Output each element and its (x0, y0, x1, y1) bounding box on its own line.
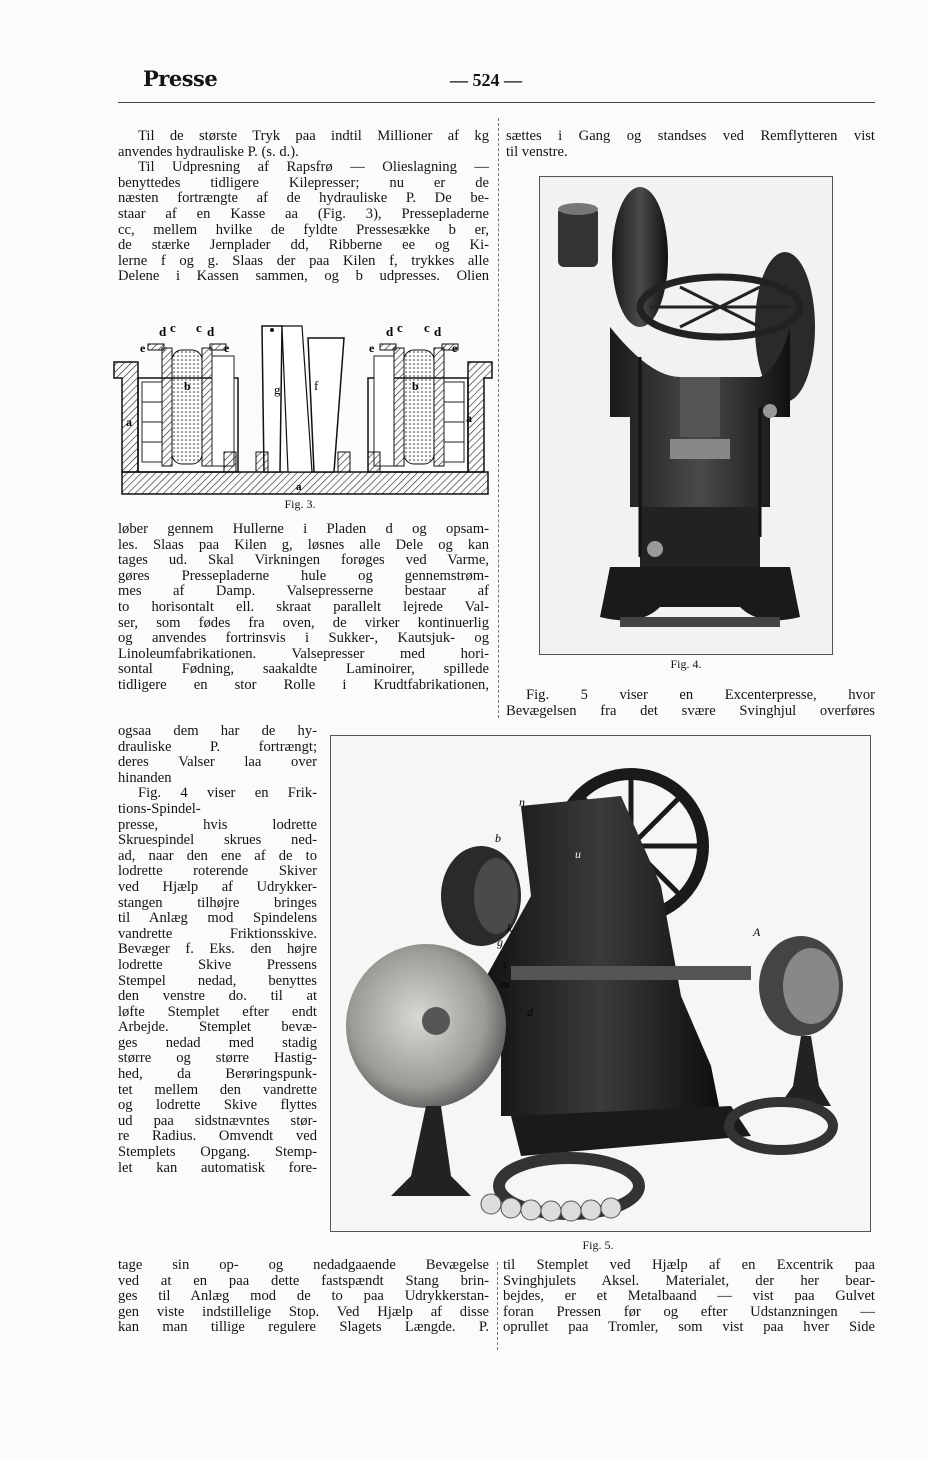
text-line: hed, da Berøringspunk- (118, 1066, 317, 1083)
text-line: sontal Fødning, saakaldte Laminoirer, spillede (118, 661, 489, 678)
label-c: c (503, 957, 509, 971)
text-line: de stærke Jernplader dd, Ribberne ee og Ki- (118, 237, 489, 254)
text-line: drauliske P. fortrængt; (118, 738, 317, 755)
label-c: c (170, 320, 176, 335)
label-b: b (495, 831, 501, 845)
label-e: e (140, 341, 146, 355)
col1-bottom-text (118, 1258, 489, 1336)
text-line: gen viste indstillelige Stop. Ved Hjælp af disse (118, 1303, 489, 1320)
text-line: næsten fortrængte af de hydrauliske P. De be- (118, 190, 489, 207)
plate-d (162, 348, 172, 466)
label-b: b (412, 379, 419, 393)
text-line: hinanden (118, 769, 172, 786)
text-line: Skruespindel skrues ned- (118, 832, 317, 849)
text-line: til Anlæg mod Spindelens (118, 910, 317, 927)
text-line: anvendes hydrauliske P. (s. d.). (118, 143, 299, 160)
text-line: Svinghjulets Aksel. Materialet, der her bear- (503, 1272, 875, 1289)
text-line: deres Valser laa over (118, 754, 317, 771)
base-plate (122, 472, 488, 494)
wedge-g (262, 326, 282, 472)
plate-d (202, 348, 212, 466)
text-line: løfte Stemplet efter endt (118, 1003, 317, 1020)
label-c: c (196, 320, 202, 335)
fig5-eccentric-press-photo (330, 735, 871, 1232)
text-line: til Stemplet ved Hjælp af en Excentrik paa (503, 1257, 875, 1273)
page-number: — 524 — (450, 70, 522, 90)
text-line: ved at en paa dette fastspændt Stang brin- (118, 1272, 489, 1289)
label-d: d (386, 324, 394, 339)
text-line: ad, naar den ene af de to (118, 847, 317, 864)
label-e: e (369, 341, 375, 355)
press-sack-b (172, 350, 202, 464)
label-g: g (497, 935, 503, 949)
label-b: b (184, 379, 191, 393)
text-line: ges nedad med stadig (118, 1034, 317, 1051)
text-line: tidligere en stor Rolle i Krudtfabrikationen, (118, 676, 489, 693)
text-line: og anvendes fortrinsvis i Sukker-, Kautsjuk- og (118, 630, 489, 647)
label-g: g (274, 382, 281, 397)
fig5-illustration (331, 736, 870, 1231)
text-line: Fig. 5 viser en Excenterpresse, hvor (526, 687, 875, 703)
fig3-caption: Fig. 3. (284, 497, 316, 511)
label-d: d (527, 1005, 533, 1019)
text-line: les. Slaas paa Kilen g, løsnes alle Dele og kan (118, 536, 489, 553)
col2-bottom-text (503, 1258, 875, 1336)
text-line: Til Udpresning af Rapsfrø — Olieslagning — (138, 159, 489, 176)
text-line: vandrette Friktionsskive. (118, 925, 317, 942)
text-line: ges til Anlæg mod de to paa Udrykkerstan- (118, 1288, 489, 1305)
text-line: re Radius. Omvendt ved (118, 1128, 317, 1145)
text-line: tet mellem den vandrette (118, 1081, 317, 1098)
text-line: Linoleumfabrikationen. Valsepresser med hori- (118, 645, 489, 662)
text-line: til venstre. (506, 143, 568, 160)
col1-narrow-text (118, 724, 317, 1176)
label-m: m (501, 977, 510, 991)
label-d: d (207, 324, 215, 339)
label-n: n (519, 795, 525, 809)
text-line: tions-Spindel- (118, 800, 201, 817)
label-d: d (434, 324, 442, 339)
col1-mid-text (118, 522, 489, 694)
text-line: Arbejde. Stemplet bevæ- (118, 1019, 317, 1036)
text-line: let kan automatisk fore- (118, 1159, 317, 1176)
text-line: ogsaa dem har de hy- (118, 723, 317, 739)
feed-shaft (511, 966, 751, 980)
text-line: ved Hjælp af Udrykker- (118, 878, 317, 895)
label-c: c (397, 320, 403, 335)
text-line: bejdes, er et Metalbaand — vist paa Gulvet (503, 1288, 875, 1305)
text-line: benyttedes tidligere Kilepresser; nu er de (118, 174, 489, 191)
label-u: u (575, 847, 581, 861)
text-line: presse, hvis lodrette (118, 816, 317, 833)
fig4-caption: Fig. 4. (670, 657, 702, 671)
text-line: gøres Pressepladerne hule og gennemstrøm- (118, 567, 489, 584)
text-line: kan man tillige regulere Slagets Længde. P. (118, 1319, 489, 1336)
text-line: oprullet paa Tromler, som vist paa hver Side (503, 1319, 875, 1336)
label-d: d (159, 324, 167, 339)
label-a: a (466, 411, 472, 425)
text-line: foran Pressen før og efter Udstanzningen — (503, 1303, 875, 1320)
text-line: større og større Hastig- (118, 1050, 317, 1067)
text-line: tages ud. Skal Virkningen forøges ved Varme, (118, 552, 489, 569)
text-line: Bevæger f. Eks. den højre (118, 941, 317, 958)
fig4-friction-press-photo (539, 176, 833, 655)
text-line: ser, som fødes fra oven, de virker kontinuerlig (118, 614, 489, 631)
text-line: Delene i Kassen sammen, og b udpresses. Olien (118, 268, 489, 285)
text-line: stangen tilhøjre bringes (118, 894, 317, 911)
label-a: a (126, 415, 132, 429)
text-line: cc, mellem hvilke de fyldte Pressesække b er, (118, 221, 489, 238)
label-a: a (296, 481, 302, 493)
text-line: og lodrette Skive flyttes (118, 1097, 317, 1114)
fig4-illustration (540, 177, 832, 654)
text-line: tage sin op- og nedadgaaende Bevægelse (118, 1257, 489, 1273)
label-A: A (753, 925, 761, 939)
text-line: den venstre do. til at (118, 988, 317, 1005)
label-e: e (452, 341, 458, 355)
running-head: Presse (143, 66, 218, 91)
text-line: Fig. 4 viser en Frik- (138, 785, 317, 802)
col1-top-text (118, 129, 489, 285)
text-line: Stempel nedad, benyttes (118, 972, 317, 989)
text-line: lerne f og g. Slaas der paa Kilen f, trykkes alle (118, 252, 489, 269)
column-divider (498, 118, 499, 718)
text-line: løber gennem Hullerne i Pladen d og opsam- (118, 521, 489, 537)
text-line: staar af en Kasse aa (Fig. 3), Pressepladerne (118, 205, 489, 222)
fig3-wedge-press-diagram (112, 318, 494, 496)
fig5-caption: Fig. 5. (582, 1238, 614, 1252)
col2-mid-text (506, 688, 875, 719)
label-f: f (314, 378, 319, 393)
text-line: Til de største Tryk paa indtil Millioner af kg (138, 128, 489, 144)
text-line: mes af Damp. Valsepresserne bestaar af (118, 583, 489, 600)
label-e: e (224, 341, 230, 355)
text-line: to horisontalt ell. skraat parallelt lejrede Val- (118, 598, 489, 615)
text-line: lodrette roterende Skiver (118, 863, 317, 880)
header-rule (118, 102, 875, 103)
column-divider-bottom (497, 1262, 498, 1350)
col2-top-text (506, 129, 875, 160)
text-line: Bevægelsen fra det svære Svinghjul overføres (506, 702, 875, 719)
text-line: ud paa sidstnævntes stør- (118, 1112, 317, 1129)
label-c: c (424, 320, 430, 335)
text-line: lodrette Skive Pressens (118, 956, 317, 973)
text-line: sættes i Gang og standses ved Remflytteren vist (506, 128, 875, 144)
text-line: Stemplets Opgang. Stemp- (118, 1144, 317, 1161)
label-k: k (507, 921, 513, 935)
